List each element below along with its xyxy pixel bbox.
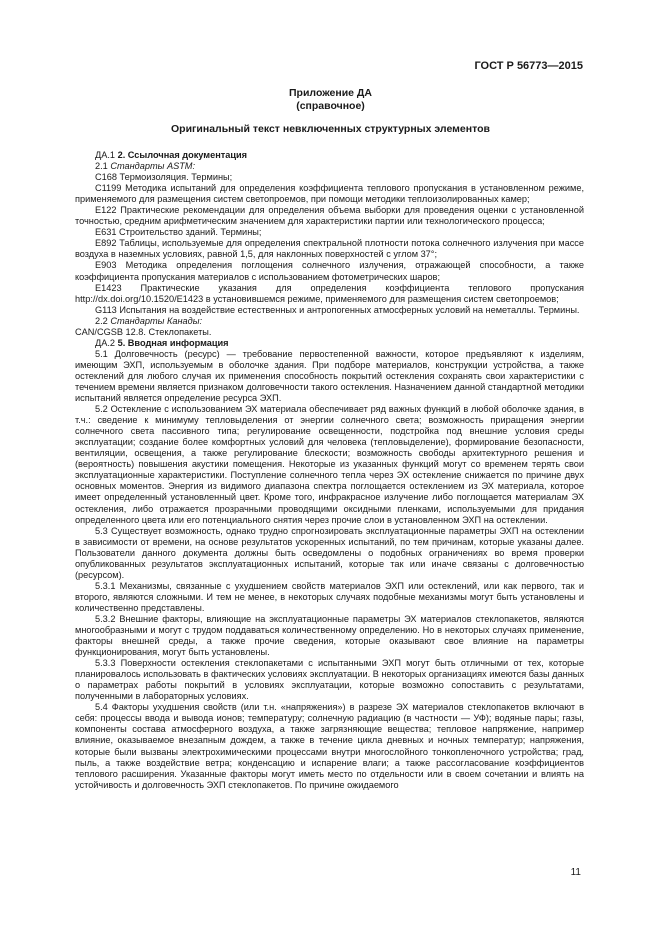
paragraph-5-3: 5.3 Существует возможность, однако трудно спрогнозировать эксплуатационные параметры ЭХП на остеклении в зависимости от времени, на основе результатов ускоренных испытаний, по тем причинам, которые указаны далее. Пользователи данного документа должны быть осведомлены о подобных ограничениях во время проверки опубликованных результатов эксплуатационных испытаний, которые так или иначе связаны с долговечностью (ресурсом). xyxy=(75,525,584,580)
subsection-heading xyxy=(75,316,584,327)
subsection-number: 2.2 xyxy=(95,315,111,326)
subsection-title: Стандарты Канады: xyxy=(110,315,203,326)
paragraph-5-3-2: 5.3.2 Внешние факторы, влияющие на эксплуатационные параметры ЭХ материалов стеклопакетов, являются многообразными и могут с трудом поддаваться количественному определению. Но в некоторых случаях применение, факторы внешней среды, а также прочие сведения, которые оказывают свое влияние на параметры функционирования, могут быть установлены. xyxy=(75,613,584,658)
reference-item: C168 Термоизоляция. Термины; xyxy=(95,172,233,183)
paragraph-5-4: 5.4 Факторы ухудшения свойств (или т.н. «напряжения») в разрезе ЭХ материалов стеклопакетов включают в себя: процессы ввода и вывода ионов; температуру; солнечную радиацию (в частности — УФ); водяные пары; газы, компоненты состава атмосферного воздуха, а также загрязняющие вещества; тепловое напряжение, например влияние, оказываемое внезапным дождем, а также в течение цикла дневных и ночных температур; напряжения, которые были вызваны электрохимическими процессами внутри многослойного тонкопленочного устройства; град, пыль, а также воздействие ветра; конденсацию и испарение влаги; а также рассогласование коэффициентов теплового расширения. Указанные факторы могут иметь место по отдельности или в своем сочетании и влиять на устойчивость и долговечность ЭХП стеклопакетов. По причине ожидаемого xyxy=(75,702,584,790)
section-heading-da2 xyxy=(75,338,584,349)
appendix-title: Приложение ДА xyxy=(289,87,372,99)
paragraph-5-3-1: 5.3.1 Механизмы, связанные с ухудшением свойств материалов ЭХП или остеклений, или как первого, так и второго, являются сложными. И тем не менее, в некоторых случаях подобные механизмы могут быть установлены и количественно представлены. xyxy=(75,580,584,613)
reference-item: E892 Таблицы, используемые для определения спектральной плотности потока солнечного излучения при массе воздуха в наземных условиях, равной 1,5, для наклонных поверхностей с углом 37°; xyxy=(75,238,584,260)
reference-item: E122 Практические рекомендации для определения объема выборки для проведения оценки с установленной точностью, средним арифметическим значением для характеристики партии или технологического процесса; xyxy=(75,205,584,227)
section-title: 2. Ссылочная документация xyxy=(117,150,248,160)
reference-item: E1423 Практические указания для определения коэффициента теплового пропускания http://dx.doi.org/10.1520/E1423 в установившемся режиме, применяемого для размещения систем светопроемов; xyxy=(75,282,584,304)
reference-item: G113 Испытания на воздействие естественных и антропогенных атмосферных условий на неметаллы. Термины. xyxy=(95,304,580,315)
document-header-id: ГОСТ Р 56773—2015 xyxy=(474,60,583,72)
reference-item: CAN/CGSB 12.8. Стеклопакеты. xyxy=(75,326,212,337)
section-title: 5. Вводная информация xyxy=(117,337,229,348)
page-number: 11 xyxy=(570,867,581,878)
section-label: ДА.2 xyxy=(95,337,118,348)
reference-item: C1199 Методика испытаний для определения коэффициента теплового пропускания в установленном режиме, применяемого для размещения систем светопроемов, при помощи методики теплоизолированных камер; xyxy=(75,183,584,205)
reference-item: E631 Строительство зданий. Термины; xyxy=(95,227,262,238)
paragraph-5-1: 5.1 Долговечность (ресурс) — требование первостепенной важности, которое предъявляют к изделиям, имеющим ЭХП, используемым в оболочке здания. При подборе материалов, конструкции устройства, а также остеклений для любого случая их применения способность покрытий остекления сохранять свои характеристики с течением времени является признаком долговечности такого остекления. Назначением данной стандартной методики испытаний является определение ресурса ЭХП. xyxy=(75,348,584,404)
appendix-heading: Оригинальный текст невключенных структурных элементов xyxy=(171,123,490,135)
subsection-heading xyxy=(75,161,584,172)
appendix-subtitle: (справочное) xyxy=(296,100,365,112)
section-heading-da1 xyxy=(75,150,584,161)
document-body xyxy=(75,150,584,791)
paragraph-5-3-3: 5.3.3 Поверхности остекления стеклопакетами с испытанными ЭХП могут быть отличными от тех, которые планировалось использовать в фактических условиях эксплуатации. В некоторых организациях имеются базы данных о параметрах работы покрытий в условиях эксплуатации, которые возможно сопоставить с результатами, полученными в лабораторных условиях. xyxy=(75,658,584,702)
subsection-title: Стандарты ASTM: xyxy=(110,161,196,172)
section-label: ДА.1 xyxy=(95,150,118,160)
subsection-number: 2.1 xyxy=(95,161,111,172)
reference-item: E903 Методика определения поглощения солнечного излучения, отражающей способности, а также коэффициента пропускания материалов с использованием фотометрических шаров; xyxy=(75,260,584,282)
paragraph-5-2: 5.2 Остекление с использованием ЭХ материала обеспечивает ряд важных функций в любой оболочке здания, в т.ч.: сведение к минимуму тепловыделения от энергии солнечного света; возможность приращения энергии солнечного света пассивного типа; регулирование освещенности, подстройка под внешние условия среды эксплуатации; создание более комфортных условий для человека (тепловыделение), формирование безопасности, вентиляции, освещения, а также регулирование блескости; возможность свободы архитектурного решения и (вероятность) повышения акустики помещения. Некоторые из указанных функций могут со временем терять свои эксплуатационные характеристики. Поступление солнечного тепла через ЭХ остекление снижается по причине двух основных моментов. Энергия из видимого диапазона спектра поглощается остеклением из ЭХ материала, которое имеет определенный установленный цвет. Кроме того, инфракрасное излучение либо поглощается материалам ЭХ остекления, либо отражается прозрачными проводящими оксидными пленками, используемыми для придания определенного цвета или его потенциального снятия через прочие слои в установленном ЭХП на остеклении. xyxy=(75,404,584,525)
